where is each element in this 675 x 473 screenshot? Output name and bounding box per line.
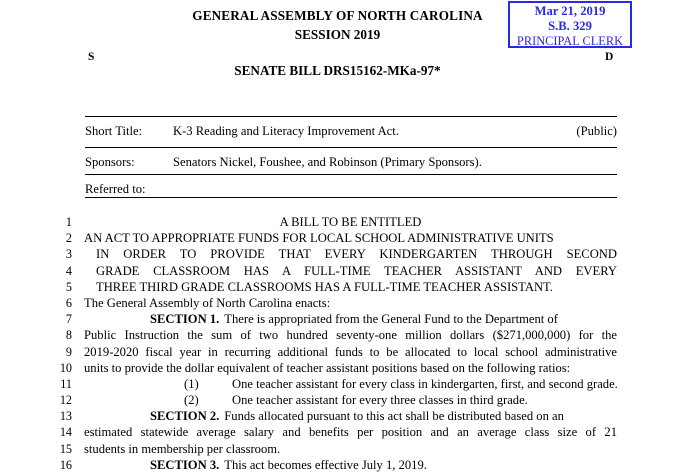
line-text (84, 408, 675, 424)
bill-body-line (0, 295, 675, 311)
table-row-sponsors (85, 148, 617, 174)
bill-body-line (0, 408, 675, 424)
bill-body-line (0, 263, 675, 279)
bill-info-table (85, 116, 617, 198)
short-title-value: K-3 Reading and Literacy Improvement Act. (173, 124, 399, 138)
stamp-clerk-label: PRINCIPAL CLERK (516, 34, 624, 48)
bill-body (0, 214, 675, 473)
document-marker: D (605, 51, 614, 63)
line-text: estimated statewide average salary and benefits per position and an average class size of 21 (84, 425, 617, 440)
line-text: Public Instruction the sum of two hundred seventy-one million dollars ($271,000,000) for the (84, 328, 617, 343)
bill-body-line (0, 311, 675, 327)
sponsors-value: Senators Nickel, Foushee, and Robinson (Primary Sponsors). (173, 155, 482, 169)
line-number: 13 (59, 409, 72, 424)
bill-body-line (0, 344, 675, 360)
line-number: 10 (59, 360, 72, 375)
line-number: 14 (59, 425, 72, 440)
line-number: 8 (65, 328, 72, 343)
line-text: A BILL TO BE ENTITLED (279, 215, 422, 229)
sponsors-label: Sponsors: (85, 155, 135, 169)
line-number: 5 (65, 279, 72, 294)
session-heading: SESSION 2019 (294, 27, 381, 42)
bill-number-title: SENATE BILL DRS15162-MKa-97* (234, 63, 441, 78)
line-number: 12 (59, 393, 72, 408)
line-text: THREE THIRD GRADE CLASSROOMS HAS A FULL-TIME TEACHER ASSISTANT. (96, 279, 553, 294)
line-number: 4 (65, 263, 72, 278)
line-text: students in membership per classroom. (84, 441, 281, 456)
section-body-text: Funds allocated pursuant to this act shall be distributed based on an (224, 409, 564, 424)
line-text (84, 311, 675, 327)
line-number: 16 (59, 457, 72, 472)
line-text (84, 457, 675, 473)
line-number: 2 (65, 231, 72, 246)
stamp-bill-number: S.B. 329 (548, 19, 592, 33)
table-row-referred-to (85, 175, 617, 197)
line-text: units to provide the dollar equivalent of teacher assistant positions based on the following ratios: (84, 360, 571, 375)
bill-body-line (0, 230, 675, 246)
bill-body-line (0, 214, 675, 230)
table-row-short-title (85, 117, 617, 147)
bill-body-line (0, 327, 675, 343)
section-body-text: This act becomes effective July 1, 2019. (224, 457, 427, 472)
section-body-text: There is appropriated from the General Fund to the Department of (224, 312, 558, 327)
assembly-heading: GENERAL ASSEMBLY OF NORTH CAROLINA (192, 8, 483, 23)
line-number: 15 (59, 441, 72, 456)
bill-body-line (0, 376, 675, 392)
bill-body-line (0, 424, 675, 440)
public-badge: (Public) (576, 124, 617, 138)
list-item-number: (1) (184, 376, 199, 391)
section-heading: SECTION 2. (150, 409, 220, 424)
bill-body-line (0, 457, 675, 473)
line-text: AN ACT TO APPROPRIATE FUNDS FOR LOCAL SCHOOL ADMINISTRATIVE UNITS (84, 231, 554, 246)
section-heading: SECTION 1. (150, 312, 220, 327)
line-text: 2019-2020 fiscal year in recurring additional funds to be allocated to local school administrative (84, 344, 617, 359)
list-item-text: One teacher assistant for every class in kindergarten, first, and second grade. (232, 376, 618, 391)
short-title-label: Short Title: (85, 124, 143, 138)
line-text: GRADE CLASSROOM HAS A FULL-TIME TEACHER ASSISTANT AND EVERY (96, 263, 617, 278)
line-number: 7 (65, 312, 72, 327)
line-number: 9 (65, 344, 72, 359)
line-number: 1 (65, 215, 72, 229)
line-number: 3 (65, 247, 72, 262)
bill-body-line (0, 279, 675, 295)
section-heading: SECTION 3. (150, 457, 220, 472)
table-rule-bottom (85, 197, 617, 198)
bill-body-line (0, 246, 675, 262)
line-text: The General Assembly of North Carolina enacts: (84, 295, 331, 310)
line-text: IN ORDER TO PROVIDE THAT EVERY KINDERGARTEN THROUGH SECOND (96, 247, 617, 262)
line-text (84, 392, 675, 408)
referred-to-label: Referred to: (85, 182, 146, 196)
list-item-text: One teacher assistant for every three classes in third grade. (232, 393, 528, 408)
line-text (84, 376, 675, 392)
bill-body-line (0, 392, 675, 408)
referred-to-value (173, 186, 617, 193)
line-number: 11 (60, 376, 72, 391)
list-item-number: (2) (184, 393, 199, 408)
bill-body-line (0, 441, 675, 457)
line-number: 6 (65, 295, 72, 310)
stamp-date: Mar 21, 2019 (534, 4, 606, 18)
senate-marker: S (88, 51, 95, 63)
bill-body-line (0, 360, 675, 376)
principal-clerk-stamp (508, 1, 632, 48)
